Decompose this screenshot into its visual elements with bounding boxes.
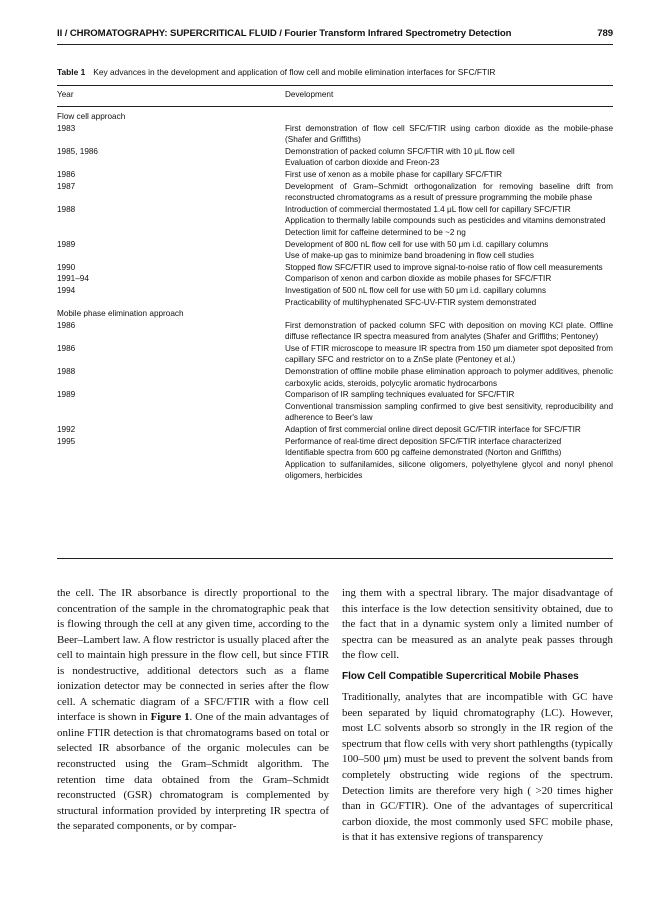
development-line: Application to thermally labile compounds such as pesticides and vitamins demonstrated — [285, 216, 606, 226]
table-cell-development — [285, 204, 613, 239]
development-line: Demonstration of offline mobile phase elimination approach to polymer additives, phenolic carboxylic acids, steroids, polycylic aromatic hydrocarbons — [285, 367, 613, 388]
table-caption — [57, 67, 613, 77]
paragraph — [57, 586, 329, 835]
header-rule — [57, 44, 613, 45]
development-line: Stopped flow SFC/FTIR used to improve signal-to-noise ratio of flow cell measurements — [285, 262, 603, 272]
development-line: Adaption of first commercial online direct deposit GC/FTIR interface for SFC/FTIR — [285, 425, 581, 435]
table-cell-year: 1992 — [57, 425, 76, 435]
table-cell-development — [285, 285, 613, 308]
development-line: Demonstration of packed column SFC/FTIR with 10 μL flow cell — [285, 146, 515, 156]
development-line: Development of Gram–Schmidt orthogonalization for removing baseline drift from reconstructed chromatograms as a result of pressure programming the mobile phase — [285, 181, 613, 203]
table-cell-year: 1988 — [57, 367, 76, 377]
development-line: Investigation of 500 nL flow cell for use with 50 μm i.d. capillary columns — [285, 285, 547, 295]
development-line: Comparison of IR sampling techniques evaluated for SFC/FTIR — [285, 390, 515, 400]
table-cell-year: 1995 — [57, 436, 76, 446]
table-cell-development — [285, 320, 613, 343]
table-cell-year: 1987 — [57, 181, 76, 191]
development-line: Detection limit for caffeine determined to be ~2 ng — [285, 227, 466, 237]
table-row — [57, 343, 613, 366]
development-line: Evaluation of carbon dioxide and Freon-23 — [285, 158, 440, 168]
table-cell-year: 1989 — [57, 239, 76, 249]
table-cell-year: 1986 — [57, 343, 76, 353]
table-cell-year: 1990 — [57, 262, 76, 272]
paragraph-text: . One of the main advantages of online FTIR detection is that chromatograms based on total or selected IR absorbance of the organic molecules can be reconstructed using the Gram–Schmidt algorithm. The retention time data obtained from the Gram–Schmidt reconstructed (GSR) chromatogram is complemented by structural information provided by interpreting IR spectra of the separated components, or by compar- — [57, 711, 329, 833]
advances-table — [57, 87, 613, 481]
table-cell-development — [285, 273, 613, 285]
table-cell-year: 1986 — [57, 169, 76, 179]
development-line: Introduction of commercial thermostated 1.4 μL flow cell for capillary SFC/FTIR — [285, 204, 571, 214]
development-line: Application to sulfanilamides, silicone oligomers, polyethylene glycol and nonyl phenol oligomers, herbicides — [285, 459, 613, 481]
table-cell-development — [285, 146, 613, 169]
table-bottom-rule — [57, 558, 613, 559]
table-cell-development — [285, 239, 613, 262]
paragraph-text: the cell. The IR absorbance is directly proportional to the concentration of the sample in the chromatographic peak that is flowing through the cell at any given time, according to the Beer–Lambert law. A flow restrictor is usually placed after the cell to maintain high pressure in the flow cell, but since FTIR is nondestructive, additional detectors such as a flame ionization detector may be connected in series after the flow cell. A schematic diagram of a SFC/FTIR with a flow cell interface is shown in — [57, 587, 329, 724]
table-cell-development — [285, 123, 613, 146]
development-line: Development of 800 nL flow cell for use with 50 μm i.d. capillary columns — [285, 239, 549, 249]
table-label: Table 1 — [57, 67, 86, 77]
table-header-row — [57, 87, 613, 103]
table-cell-development — [285, 436, 613, 482]
figure-reference[interactable]: Figure 1 — [150, 711, 190, 724]
table-row — [57, 123, 613, 146]
table-cell-year: 1983 — [57, 123, 76, 133]
col-header-development: Development — [285, 90, 334, 100]
development-line: Performance of real-time direct deposition SFC/FTIR interface characterized — [285, 436, 562, 446]
table-row — [57, 169, 613, 181]
running-title: II / CHROMATOGRAPHY: SUPERCRITICAL FLUID / Fourier Transform Infrared Spectrometry Detection — [57, 28, 512, 39]
table-body — [57, 111, 613, 482]
section-heading: Flow Cell Compatible Supercritical Mobile Phases — [342, 670, 579, 682]
table-cell-development — [285, 169, 613, 181]
table-row — [57, 262, 613, 274]
table-cell-year: 1988 — [57, 204, 76, 214]
body-column-left — [57, 586, 329, 835]
development-line: Use of make-up gas to minimize band broadening in flow cell studies — [285, 251, 534, 261]
table-top-rule — [57, 85, 613, 86]
table-cell-development — [285, 389, 613, 424]
table-section-title: Flow cell approach — [57, 112, 126, 121]
development-line: Comparison of xenon and carbon dioxide as mobile phases for SFC/FTIR — [285, 274, 552, 284]
table-row — [57, 366, 613, 389]
table-row — [57, 273, 613, 285]
table-cell-year: 1985, 1986 — [57, 146, 98, 156]
body-column-right — [342, 586, 613, 846]
table-row — [57, 146, 613, 169]
table-row — [57, 285, 613, 308]
running-head — [57, 28, 613, 39]
table-cell-development — [285, 262, 613, 274]
table-row — [57, 389, 613, 424]
paragraph: Traditionally, analytes that are incompatible with GC have been separated by liquid chromatography (LC). However, most LC solvents absorb so strongly in the IR region of the spectrum that flow cells with very short pathlengths (typically 100–500 μm) must be used to prevent the solvent bands from completely obstructing wide regions of the spectrum. Detection limits are therefore very high ( >20 times higher than in GC/FTIR). One of the advantages of supercritical carbon dioxide, the most commonly used SFC mobile phase, is that it has extensive regions of transparency — [342, 691, 613, 844]
development-line: First demonstration of packed column SFC with deposition on moving KCl plate. Offline diffuse reflectance IR spectra measured from analytes (Shafer and Griffiths; Pentoney) — [285, 320, 613, 342]
table-row — [57, 436, 613, 482]
table-row — [57, 204, 613, 239]
table-cell-year: 1986 — [57, 320, 76, 330]
table-cell-development — [285, 366, 613, 389]
page-number: 789 — [597, 28, 613, 39]
development-line: Practicability of multihyphenated SFC-UV-FTIR system demonstrated — [285, 297, 537, 307]
development-line: Identifiable spectra from 600 pg caffeine demonstrated (Norton and Griffiths) — [285, 448, 562, 458]
table-cell-development — [285, 343, 613, 366]
paragraph: ing them with a spectral library. The major disadvantage of this interface is the low detection sensitivity obtained, due to the fact that in a dynamic system only a limited number of spectra can be measured as an analyte peak passes through the flow cell. — [342, 587, 613, 662]
table-cell-year: 1991–94 — [57, 274, 89, 284]
table-header-rule — [57, 106, 613, 107]
development-line: Use of FTIR microscope to measure IR spectra from 150 μm diameter spot deposited from capillary SFC and restrictor on to a ZnSe plate (Pentoney et al.) — [285, 343, 613, 365]
table-row — [57, 181, 613, 204]
table-cell-development — [285, 181, 613, 204]
table-row — [57, 320, 613, 343]
table-caption-text: Key advances in the development and application of flow cell and mobile elimination interfaces for SFC/FTIR — [93, 67, 496, 77]
table-cell-development — [285, 424, 613, 436]
table-row — [57, 239, 613, 262]
development-line: First demonstration of flow cell SFC/FTIR using carbon dioxide as the mobile-phase (Shafer and Griffiths) — [285, 123, 613, 145]
development-line: First use of xenon as a mobile phase for capillary SFC/FTIR — [285, 169, 503, 179]
table-row — [57, 424, 613, 436]
table-section-title: Mobile phase elimination approach — [57, 309, 184, 319]
table-cell-year: 1989 — [57, 390, 76, 400]
table-cell-year: 1994 — [57, 285, 76, 295]
col-header-year: Year — [57, 90, 74, 100]
development-line: Conventional transmission sampling confirmed to give best sensitivity, reproducibility and adherence to Beer's law — [285, 401, 613, 423]
